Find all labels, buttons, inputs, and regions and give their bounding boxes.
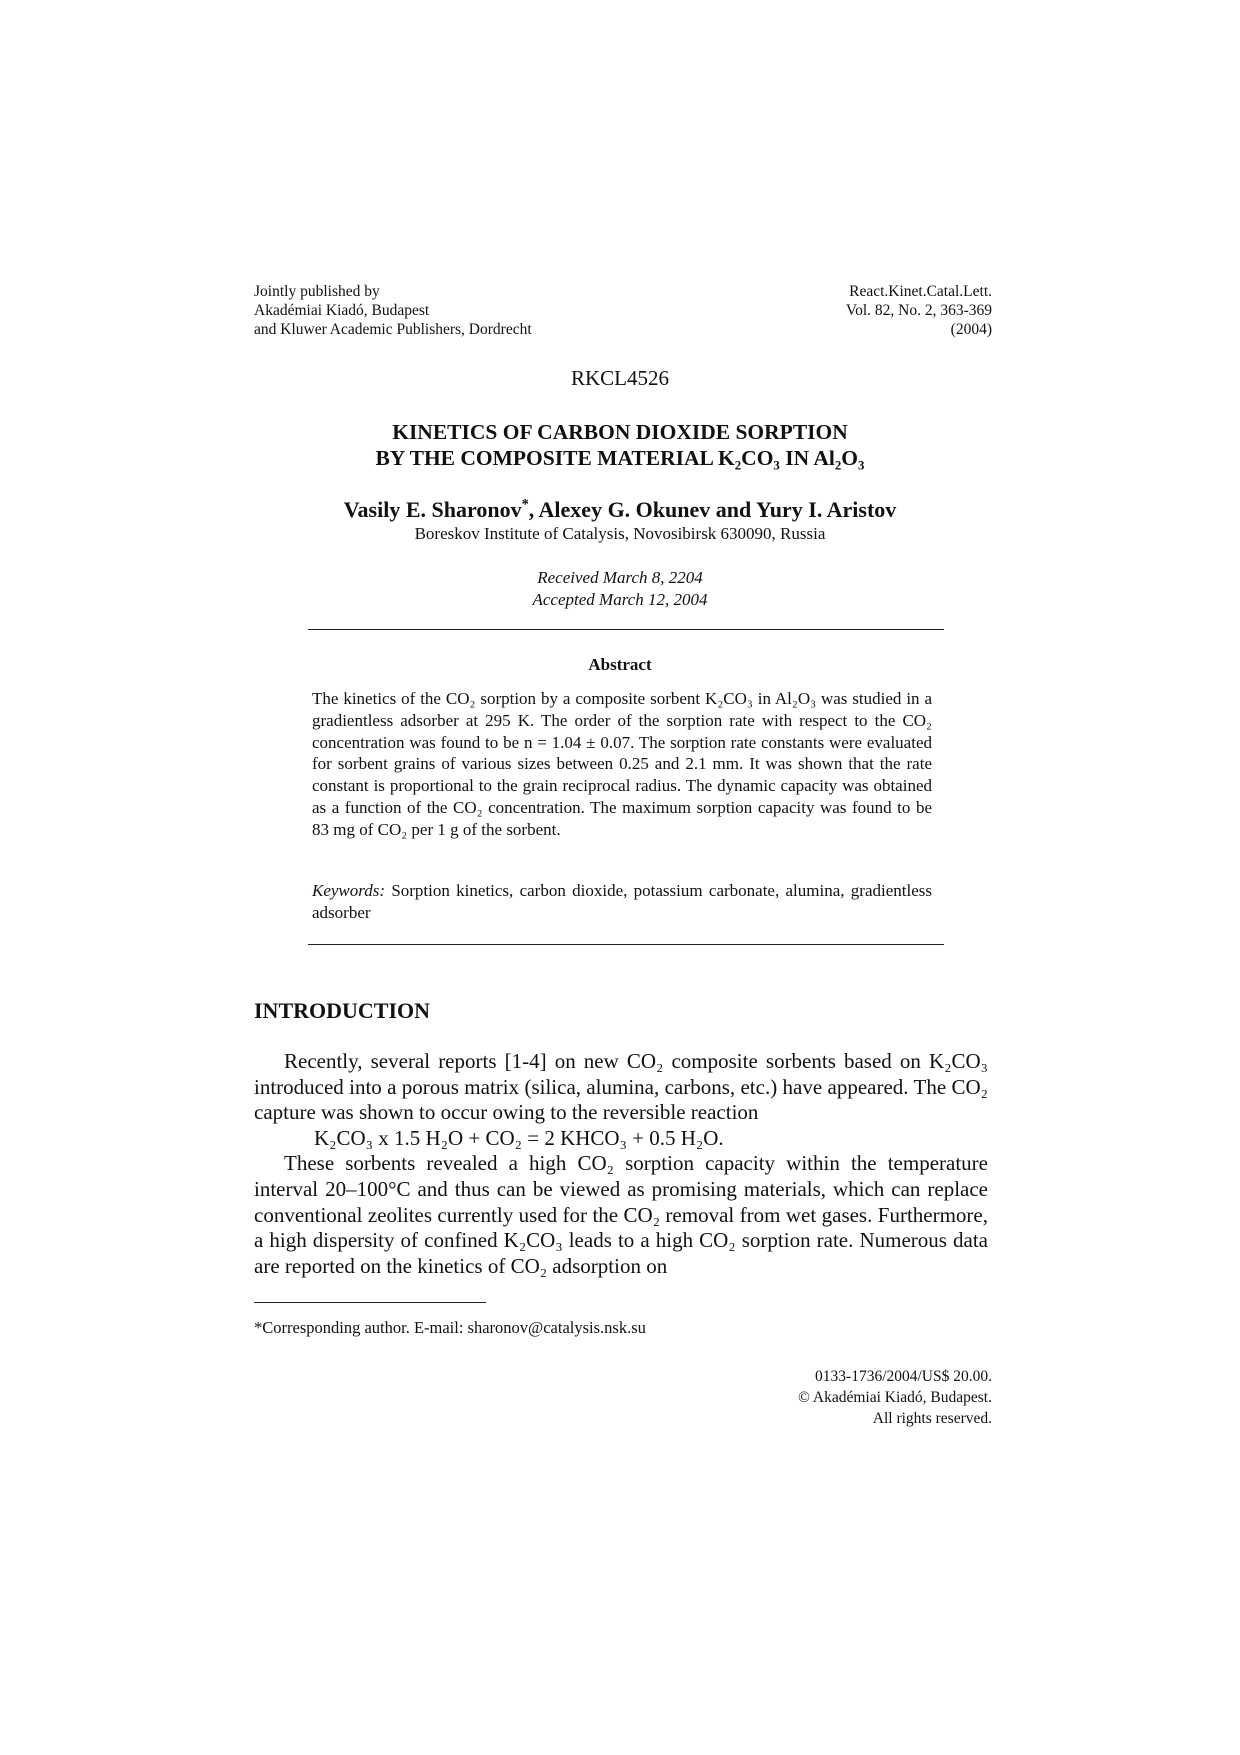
intro-paragraph-2: These sorbents revealed a high CO₂ sorption capacity within the temperature interval 20–100°C and thus can be viewed as promising materials, which can replace conventional zeolites currently used for the CO₂ removal from wet gases. Furthermore, a high dispersity of confined K₂CO₃ leads to a high CO₂ sorption rate. Numerous data are reported on the kinetics of CO₂ adsorption on <box>254 1151 988 1278</box>
abstract-top-rule <box>308 629 944 630</box>
publisher-line: Jointly published by <box>254 283 380 300</box>
title-line-2: BY THE COMPOSITE MATERIAL K₂CO₃ IN Al₂O₃ <box>375 446 865 470</box>
copyright-block <box>798 1366 992 1429</box>
copyright-line: © Akadémiai Kiadó, Budapest. <box>798 1389 992 1406</box>
author-rest: , Alexey G. Okunev and Yury I. Aristov <box>528 497 897 522</box>
affiliation: Boreskov Institute of Catalysis, Novosibirsk 630090, Russia <box>414 524 826 543</box>
keywords-text: Sorption kinetics, carbon dioxide, potassium carbonate, alumina, gradientless adsorber <box>312 881 932 922</box>
section-heading-introduction: INTRODUCTION <box>254 998 431 1023</box>
introduction-body <box>254 1049 988 1279</box>
corresponding-mark: * <box>521 496 529 513</box>
abstract-heading: Abstract <box>588 655 652 674</box>
journal-line: Vol. 82, No. 2, 363-369 <box>845 302 992 319</box>
paper-title <box>0 419 1240 471</box>
corresponding-author-footnote: *Corresponding author. E-mail: sharonov@catalysis.nsk.su <box>254 1318 646 1337</box>
intro-paragraph-1: Recently, several reports [1-4] on new CO₂ composite sorbents based on K₂CO₃ introduced into a porous matrix (silica, alumina, carbons, etc.) have appeared. The CO₂ capture was shown to occur owing to the reversible reaction <box>254 1049 988 1125</box>
publisher-line: Akadémiai Kiadó, Budapest <box>254 302 430 319</box>
keywords-label: Keywords: <box>312 881 386 900</box>
journal-line: React.Kinet.Catal.Lett. <box>849 283 992 300</box>
publisher-line: and Kluwer Academic Publishers, Dordrecht <box>254 321 532 338</box>
author-first: Vasily E. Sharonov <box>343 497 522 522</box>
accepted-date: Accepted March 12, 2004 <box>532 590 708 609</box>
footnote-rule <box>254 1302 486 1303</box>
keywords <box>312 880 932 924</box>
journal-line: (2004) <box>950 321 992 338</box>
reaction-equation: K₂CO₃ x 1.5 H₂O + CO₂ = 2 KHCO₃ + 0.5 H₂O. <box>314 1125 724 1150</box>
title-line-1: KINETICS OF CARBON DIOXIDE SORPTION <box>392 420 848 444</box>
abstract-text: The kinetics of the CO₂ sorption by a composite sorbent K₂CO₃ in Al₂O₃ was studied in a gradientless adsorber at 295 K. The order of the sorption rate with respect to the CO₂ concentration was found to be n = 1.04 ± 0.07. The sorption rate constants were evaluated for sorbent grains of various sizes between 0.25 and 2.1 mm. It was shown that the rate constant is proportional to the grain reciprocal radius. The dynamic capacity was obtained as a function of the CO₂ concentration. The maximum sorption capacity was found to be 83 mg of CO₂ per 1 g of the sorbent. <box>312 689 932 839</box>
journal-citation-block <box>846 282 992 339</box>
dates-block <box>0 567 1240 611</box>
received-date: Received March 8, 2204 <box>537 568 703 587</box>
publisher-block <box>254 282 532 339</box>
author-list <box>0 497 1240 523</box>
copyright-line: All rights reserved. <box>872 1410 992 1427</box>
abstract-bottom-rule <box>308 944 944 945</box>
copyright-line: 0133-1736/2004/US$ 20.00. <box>815 1368 992 1385</box>
paper-code: RKCL4526 <box>570 366 669 390</box>
